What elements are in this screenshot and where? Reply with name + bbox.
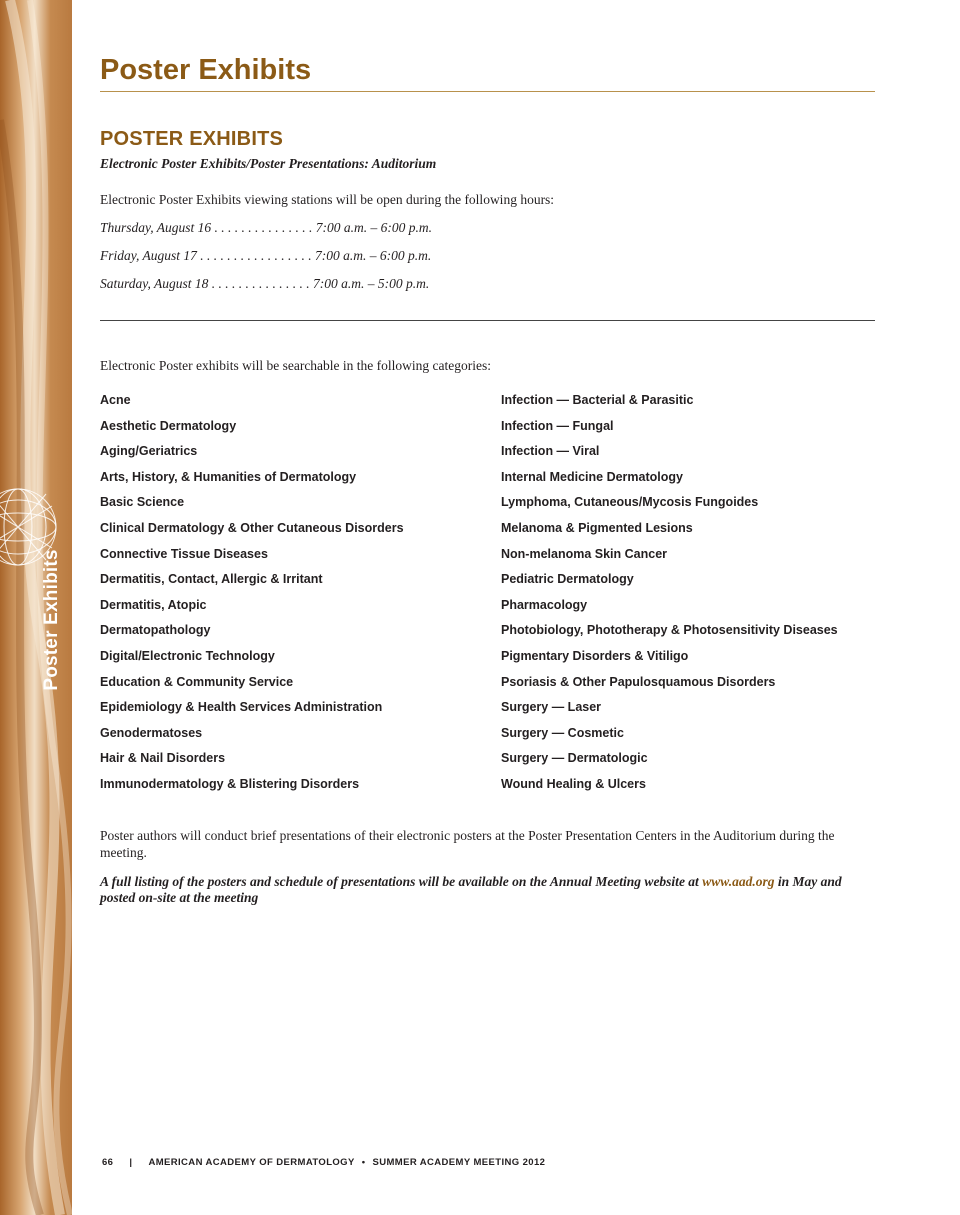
category-item: Melanoma & Pigmented Lesions bbox=[501, 520, 693, 535]
page-footer bbox=[102, 1157, 545, 1168]
hours-item: Saturday, August 18 . . . . . . . . . . . . . . . 7:00 a.m. – 5:00 p.m. bbox=[100, 276, 430, 291]
listing-text-end: in May and posted on-site at the meeting bbox=[100, 874, 842, 905]
listing-note bbox=[100, 874, 870, 906]
decorative-sidebar bbox=[0, 0, 72, 1215]
category-item: Aesthetic Dermatology bbox=[100, 418, 237, 433]
category-item: Pediatric Dermatology bbox=[501, 572, 634, 587]
category-item: Education & Community Service bbox=[100, 674, 294, 689]
category-item: Surgery — Laser bbox=[501, 700, 602, 715]
category-item: Dermatopathology bbox=[100, 623, 211, 638]
category-item: Hair & Nail Disorders bbox=[100, 751, 226, 766]
location-subheading: Electronic Poster Exhibits/Poster Presentations: Auditorium bbox=[100, 156, 437, 171]
category-item: Arts, History, & Humanities of Dermatology bbox=[100, 469, 357, 484]
category-item: Photobiology, Phototherapy & Photosensitivity Diseases bbox=[501, 623, 838, 638]
section-divider bbox=[100, 320, 875, 321]
category-item: Lymphoma, Cutaneous/Mycosis Fungoides bbox=[501, 495, 759, 510]
website-link[interactable]: www.aad.org bbox=[702, 874, 775, 889]
page-number: 66 bbox=[102, 1157, 114, 1168]
category-item: Surgery — Cosmetic bbox=[501, 725, 624, 740]
category-item: Non-melanoma Skin Cancer bbox=[501, 546, 668, 561]
footer-meeting: SUMMER ACADEMY MEETING 2012 bbox=[372, 1157, 546, 1168]
categories-left-column bbox=[100, 391, 404, 801]
categories-intro: Electronic Poster exhibits will be searchable in the following categories: bbox=[100, 358, 492, 373]
category-item: Immunodermatology & Blistering Disorders bbox=[100, 776, 360, 791]
category-item: Psoriasis & Other Papulosquamous Disorders bbox=[501, 674, 776, 689]
categories-right-column bbox=[501, 391, 838, 801]
section-heading: POSTER EXHIBITS bbox=[100, 128, 284, 150]
category-item: Basic Science bbox=[100, 495, 185, 510]
category-item: Internal Medicine Dermatology bbox=[501, 469, 683, 484]
category-item: Aging/Geriatrics bbox=[100, 444, 198, 459]
hours-item: Friday, August 17 . . . . . . . . . . . . . . . . . 7:00 a.m. – 6:00 p.m. bbox=[100, 248, 432, 263]
category-item: Genodermatoses bbox=[100, 725, 203, 740]
presentation-note: Poster authors will conduct brief presentations of their electronic posters at the Poster Presentation Centers in the Auditorium during the meeting. bbox=[100, 828, 835, 860]
category-item: Epidemiology & Health Services Administration bbox=[100, 700, 383, 715]
category-item: Surgery — Dermatologic bbox=[501, 751, 648, 766]
category-item: Infection — Bacterial & Parasitic bbox=[501, 393, 694, 407]
hours-item: Thursday, August 16 . . . . . . . . . . . . . . . 7:00 a.m. – 6:00 p.m. bbox=[100, 220, 433, 235]
category-item: Wound Healing & Ulcers bbox=[501, 776, 646, 791]
footer-separator: | bbox=[129, 1157, 133, 1168]
category-item: Infection — Fungal bbox=[501, 418, 614, 433]
category-item: Acne bbox=[100, 393, 131, 407]
page-title: Poster Exhibits bbox=[100, 54, 312, 86]
title-rule bbox=[100, 91, 875, 92]
footer-bullet: • bbox=[361, 1157, 366, 1168]
category-item: Clinical Dermatology & Other Cutaneous Disorders bbox=[100, 520, 404, 535]
category-item: Pharmacology bbox=[501, 597, 588, 612]
hours-list bbox=[100, 219, 432, 303]
category-item: Dermatitis, Atopic bbox=[100, 597, 207, 612]
category-item: Dermatitis, Contact, Allergic & Irritant bbox=[100, 572, 323, 587]
category-item: Digital/Electronic Technology bbox=[100, 648, 275, 663]
sidebar-section-label: Poster Exhibits bbox=[41, 549, 62, 691]
hours-intro: Electronic Poster Exhibits viewing stations will be open during the following hours: bbox=[100, 192, 555, 207]
category-item: Connective Tissue Diseases bbox=[100, 546, 268, 561]
category-item: Pigmentary Disorders & Vitiligo bbox=[501, 648, 689, 663]
category-item: Infection — Viral bbox=[501, 444, 600, 459]
footer-organization: AMERICAN ACADEMY OF DERMATOLOGY bbox=[148, 1157, 355, 1168]
listing-text: A full listing of the posters and schedule of presentations will be available on the Annual Meeting website at bbox=[100, 874, 703, 889]
